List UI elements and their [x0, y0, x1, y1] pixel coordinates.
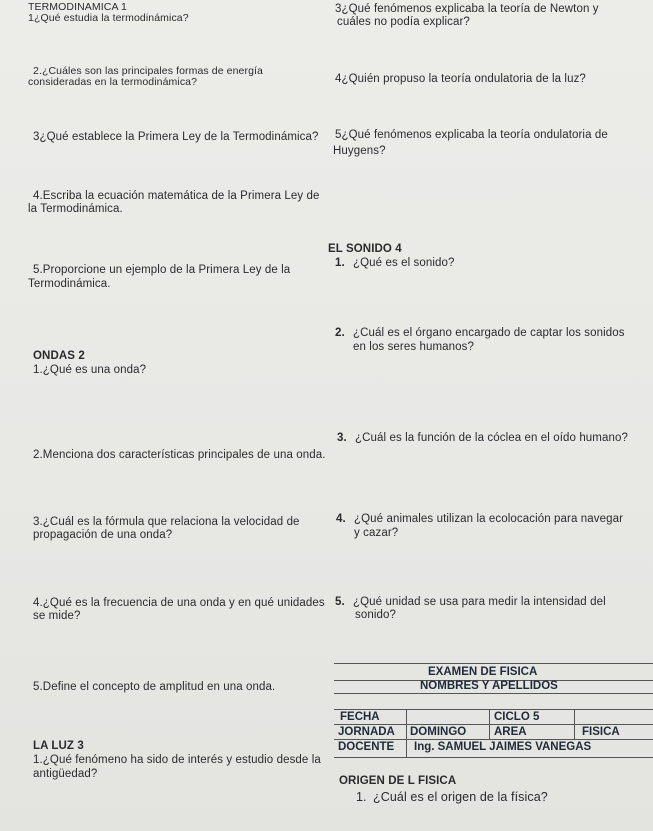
exam-info-table [334, 663, 653, 759]
docente-value: Ing. SAMUEL JAIMES VANEGAS [414, 741, 592, 753]
table-divider [406, 709, 407, 757]
sonido-q5-line1: ¿Qué unidad se usa para medir la intensidad del [353, 596, 606, 608]
sonido-q3: ¿Cuál es la función de la cóclea en el oído humano? [355, 432, 628, 444]
ondas-q5: 5.Define el concepto de amplitud en una onda. [33, 681, 276, 693]
termo-q4-line1: 4.Escriba la ecuación matemática de la Primera Ley de [33, 190, 320, 202]
sonido-q4-line1: ¿Qué animales utilizan la ecolocación para navegar [354, 513, 624, 525]
termo-q1: 1¿Qué estudia la termodinámica? [28, 12, 189, 24]
table-rule [334, 739, 653, 740]
sonido-n2: 2. [335, 327, 345, 339]
sonido-title: EL SONIDO 4 [328, 243, 402, 255]
sonido-q1: ¿Qué es el sonido? [353, 257, 455, 269]
table-rule [334, 693, 653, 694]
table-rule [334, 757, 653, 758]
luz-q5-line1: 5¿Qué fenómenos explicaba la teoría ondulatoria de [335, 129, 608, 141]
luz-q1-line1: 1.¿Qué fenómeno ha sido de interés y estudio desde la [33, 754, 321, 766]
table-divider [489, 709, 490, 739]
names-label: NOMBRES Y APELLIDOS [420, 680, 558, 692]
luz-q1-line2: antigüedad? [33, 768, 98, 780]
docente-label: DOCENTE [338, 741, 395, 753]
sonido-q2-line1: ¿Cuál es el órgano encargado de captar los sonidos [353, 327, 625, 339]
termo-q2-line1: 2.¿Cuáles son las principales formas de energía [33, 65, 263, 77]
luz-q3-line2: cuáles no podía explicar? [337, 16, 470, 28]
ciclo-label: CICLO 5 [494, 711, 540, 723]
luz-q4: 4¿Quién propuso la teoría ondulatoria de la luz? [335, 73, 586, 85]
luz-q3-line1: 3¿Qué fenómenos explicaba la teoría de Newton y [335, 3, 599, 15]
page-title: TERMODINAMICA 1 [28, 1, 127, 13]
origen-q1: ¿Cuál es el origen de la física? [373, 790, 548, 804]
origen-title: ORIGEN DE L FISICA [339, 775, 457, 787]
ondas-title: ONDAS 2 [33, 350, 85, 362]
fecha-label: FECHA [340, 711, 380, 723]
table-rule [334, 663, 653, 664]
sonido-n4: 4. [336, 513, 346, 525]
ondas-q4-line2: se mide? [33, 610, 81, 622]
ondas-q3-line2: propagación de una onda? [33, 529, 173, 541]
termo-q3: 3¿Qué establece la Primera Ley de la Termodinámica? [33, 131, 319, 143]
termo-q5-line1: 5.Proporcione un ejemplo de la Primera Ley de la [33, 264, 291, 276]
sonido-q5-line2: sonido? [355, 609, 396, 621]
ondas-q2: 2.Menciona dos características principales de una onda. [33, 449, 326, 461]
sonido-n5: 5. [335, 596, 345, 608]
sonido-n3: 3. [337, 432, 347, 444]
ondas-q4-line1: 4.¿Qué es la frecuencia de una onda y en qué unidades [33, 597, 325, 609]
jornada-value: DOMINGO [410, 726, 467, 738]
jornada-label: JORNADA [338, 726, 395, 738]
termo-q4-line2: la Termodinámica. [28, 203, 123, 215]
termo-q5-line2: Termodinámica. [28, 278, 111, 290]
origen-n1: 1. [356, 790, 367, 804]
sonido-q4-line2: y cazar? [354, 527, 399, 539]
table-rule [334, 709, 653, 710]
table-rule [334, 724, 653, 725]
sonido-n1: 1. [335, 257, 345, 269]
luz-q5-line2: Huygens? [333, 145, 386, 157]
luz-title: LA LUZ 3 [33, 740, 84, 752]
area-label: AREA [494, 726, 527, 738]
sonido-q2-line2: en los seres humanos? [353, 341, 475, 353]
area-value: FISICA [582, 726, 620, 738]
termo-q2-line2: consideradas en la termodinámica? [28, 76, 198, 88]
ondas-q1: 1.¿Qué es una onda? [33, 364, 147, 376]
ondas-q3-line1: 3.¿Cuál es la fórmula que relaciona la velocidad de [33, 516, 300, 528]
exam-title: EXAMEN DE FISICA [428, 666, 538, 678]
table-divider [574, 709, 575, 739]
